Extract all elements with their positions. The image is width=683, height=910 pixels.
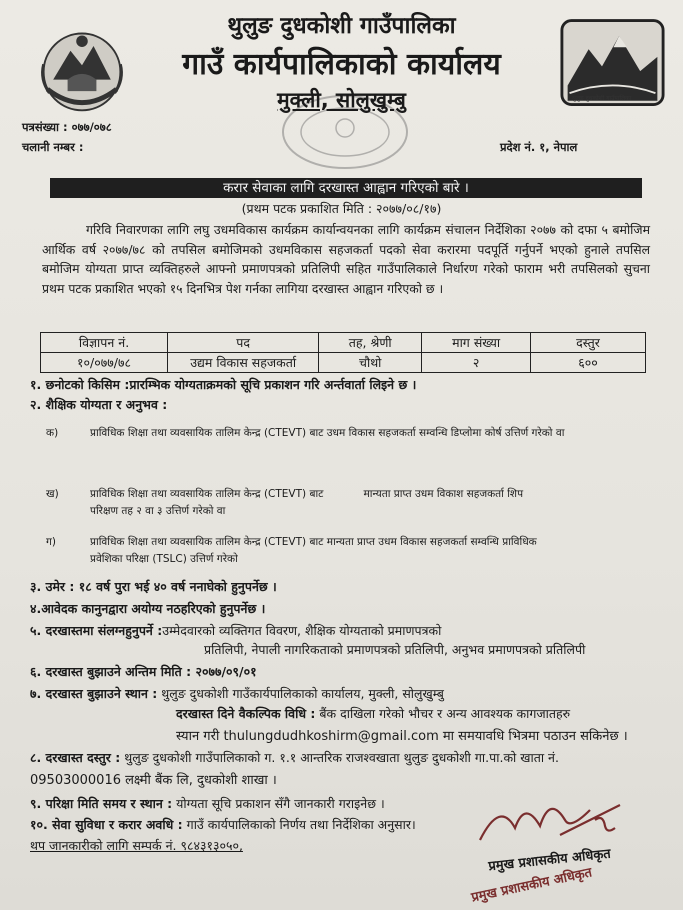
header-location: मुक्ली, सोलुखुम्बु [277,88,406,112]
fee-account-line: 09503000016 लक्ष्मी बैंक लि, दुधकोशी शाखा । [30,773,277,788]
contact-line: थप जानकारीको लागि सम्पर्क नं. ९८४३१३०५०, [30,838,243,853]
qualification-ga-line2: प्रवेशिका परिक्षा (TSLC) उत्तिर्ण गरेको [90,553,238,565]
service-label: १०. सेवा सुविधा र करार अवधि : [30,817,183,832]
table-cell: उद्यम विकास सहजकर्ता [168,353,319,373]
attachments-text-line2: प्रतिलिपी, नेपाली नागरिकताको प्रमाणपत्रको प्रतिलिपी, अनुभव प्रमाणपत्रको प्रतिलिपी [204,642,586,657]
header-municipality-name: थुलुङ दुधकोशी गाउँपालिका [227,13,456,39]
item-age: ३. उमेर : १८ वर्ष पुरा भई ४० वर्ष ननाघेको हुनुपर्नेछ । [30,579,277,594]
qualification-kha-line1: प्राविधिक शिक्षा तथा व्यवसायिक तालिम केन्द्र (CTEVT) बाट मान्यता प्राप्त उधम विकाश सहजकर्ता शिप [90,488,524,500]
attachments-label: ५. दरखास्तमा संलग्नहुनुपर्ने : [30,623,163,638]
qualification-ga-label: ग) [46,536,57,548]
fee-label: ८. दरखास्त दस्तुर : [30,750,121,765]
table-header-cell: विज्ञापन नं. [41,333,168,353]
item-fee [30,749,559,766]
table-header-cell: माग संख्या [422,333,531,353]
qualification-kha-line2: परिक्षण तह २ वा ३ उत्तिर्ण गरेको वा [90,505,226,517]
submission-place-text: थुलुङ दुधकोशी गाउँकार्यपालिकाको कार्यालय, मुक्ली, सोलुखुम्बु [161,686,444,701]
item-qualification-heading: २. शैक्षिक योग्यता र अनुभव : [30,397,168,412]
qualification-ga-line1: प्राविधिक शिक्षा तथा व्यवसायिक तालिम केन्द्र (CTEVT) बाट मान्यता प्राप्त उधम विकास सहजकर्ता सम्वन्धि प्राविधिक [90,536,537,548]
signature-icon [470,790,640,850]
table-header-cell: पद [168,333,319,353]
submission-alternative [176,705,570,722]
service-text: गाउँ कार्यपालिकाको निर्णय तथा निर्देशिका अनुसार। [186,817,416,832]
signature-title-2: प्रमुख प्रशासकीय अधिकृत [470,865,594,906]
item-service-terms [30,816,416,833]
vacancy-table [40,332,646,373]
logo-caption: थुलुङ दुधकोशी गाउँपालिका [572,95,632,102]
letter-number: पत्रसंख्या : ०७७/०७८ [22,120,112,134]
item-exam-schedule [30,795,385,812]
table-cell: ६०० [531,353,646,373]
item-submission-place [30,685,444,702]
dispatch-number: चलानी नम्बर : [22,140,84,154]
notice-title-banner: करार सेवाका लागि दरखास्त आह्वान गरिएको बारे । [50,178,642,198]
item-eligibility: ४.आवेदक कानुनद्वारा अयोग्य नठहरिएको हुनुपर्नेछ । [30,601,266,616]
exam-text: योग्यता सूचि प्रकाशन सँगै जानकारी गराइनेछ । [176,796,385,811]
qualification-ka-label: क) [46,427,59,439]
item-attachments [30,622,441,639]
item-deadline: ६. दरखास्त बुझाउने अन्तिम मिति : २०७७/०९/०१ [30,664,257,679]
attachments-text: उम्मेदवारको व्यक्तिगत विवरण, शैक्षिक योग्यताको प्रमाणपत्रको [162,623,442,638]
publish-date: (प्रथम पटक प्रकाशित मिति : २०७७/०८/१७) [241,201,442,216]
table-row [41,353,646,373]
table-cell: चौथो [319,353,422,373]
item-selection-type: १. छनोटको किसिम :प्रारम्भिक योग्यताक्रमको सूचि प्रकाशन गरि अर्न्तवार्ता लिइने छ । [30,377,417,392]
qualification-kha-label: ख) [46,488,59,500]
signature-title-1: प्रमुख प्रशासकीय अधिकृत [487,846,612,875]
fee-text: थुलुङ दुधकोशी गाउँपालिकाको ग. १.१ आन्तरिक राजश्वखाता थुलुङ दुधकोशी गा.पा.को खाता नं. [124,750,559,765]
submission-place-label: ७. दरखास्त बुझाउने स्थान : [30,686,158,701]
table-header-cell: तह, श्रेणी [319,333,422,353]
province-label: प्रदेश नं. १, नेपाल [500,140,578,154]
submission-alt-label: दरखास्त दिने वैकल्पिक विधि : [176,706,316,721]
exam-label: ९. परिक्षा मिति समय र स्थान : [30,796,173,811]
qualification-ka-text: प्राविधिक शिक्षा तथा व्यवसायिक तालिम केन्द्र (CTEVT) बाट उधम विकास सहजकर्ता सम्वन्धि डिप्लोमा कोर्ष उत्तिर्ण गरेको वा [90,427,565,439]
table-cell: २ [422,353,531,373]
submission-alt-text: बैंक दाखिला गरेको भौचर र अन्य आवश्यक कागजातहरु [319,706,571,721]
table-cell: १०/०७७/७८ [41,353,168,373]
submission-email-line: स्यान गरी thulungdudhkoshirm@gmail.com मा समयावधि भित्रमा पठाउन सकिनेछ । [176,729,628,744]
table-header-row [41,333,646,353]
intro-paragraph: गरिवि निवारणका लागि लघु उधमविकास कार्यक्रम कार्यान्वयनका लागि कार्यक्रम संचालन निर्देशिका २०७७ को दफा ५ बमोजिम आर्थिक वर्ष २०७७/७८ को तपसिल बमोजिमको उधमविकास सहजकर्ता पदको सेवा करारमा पदपूर्ति गर्नुपर्ने भएको हुनाले तपसिल बमोजिम योग्यता प्राप्त व्यक्तिहरुले आफ्नो प्रमाणपत्रको प्रतिलिपी सहित गाउँपालिकाले निर्धारण गरेको फाराम भरी तपसिलको सुचना प्रथम पटक प्रकाशित भएको १५ दिनभित्र पेश गर्नका लागिया दरखास्त आह्वान गरिएको छ । [42,222,650,296]
header-office-name: गाउँ कार्यपालिकाको कार्यालय [182,47,501,82]
table-header-cell: दस्तुर [531,333,646,353]
